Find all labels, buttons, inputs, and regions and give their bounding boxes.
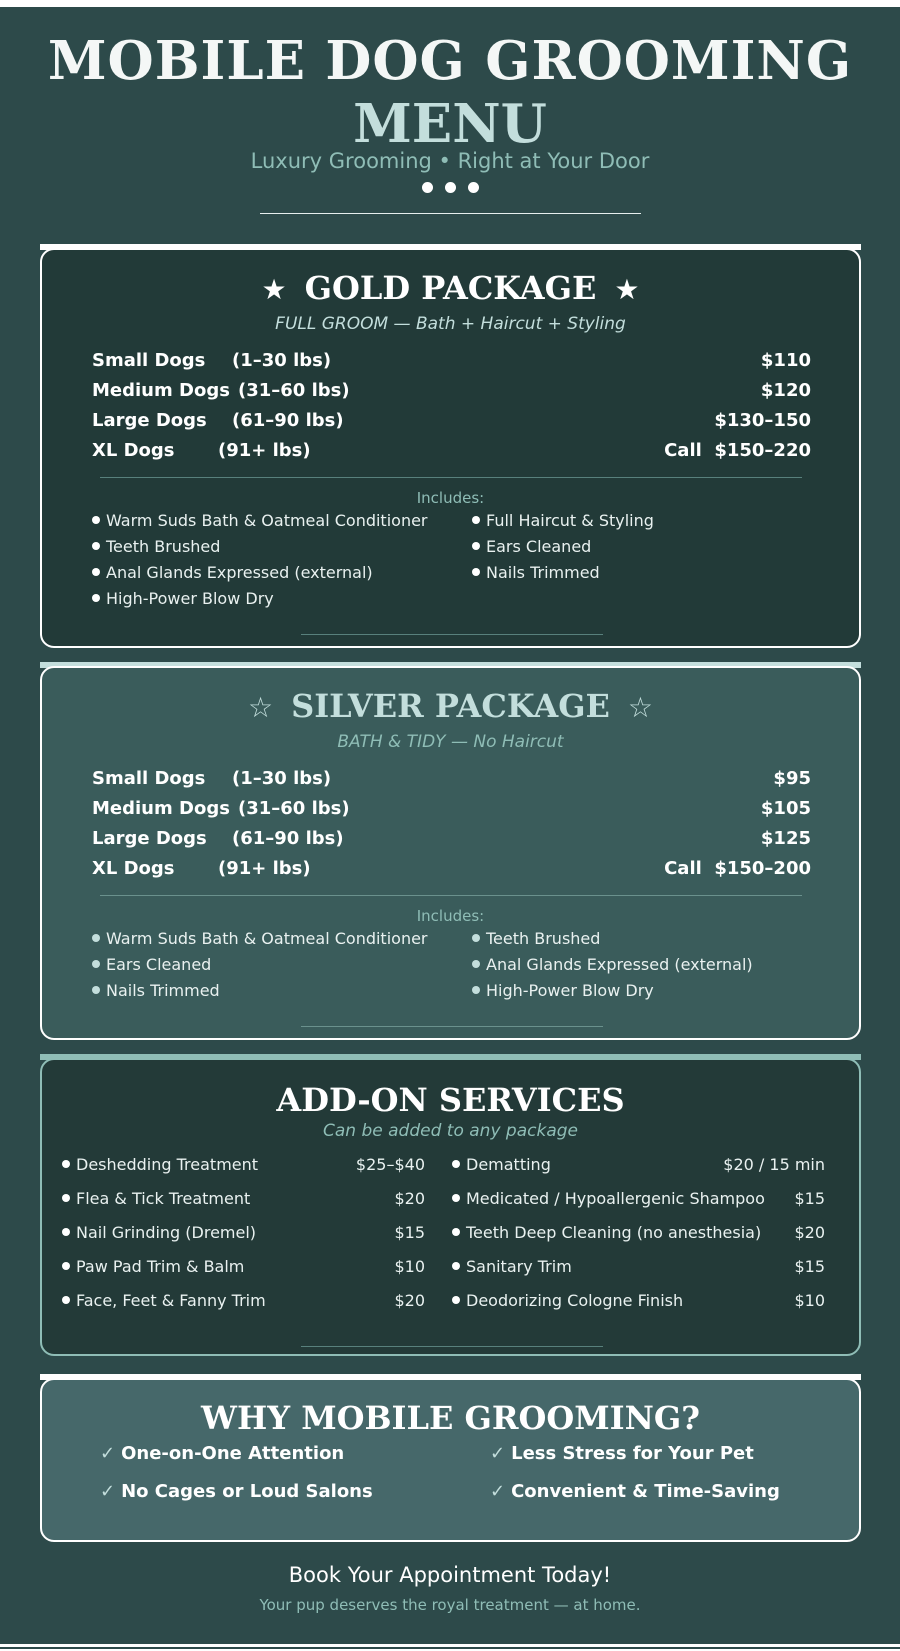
bullet-icon [62, 1296, 70, 1304]
page-title-menu: MENU [353, 93, 547, 155]
addon-name: Flea & Tick Treatment [76, 1189, 251, 1208]
dog-size: XL Dogs [92, 440, 175, 461]
addon-services-title: ADD-ON SERVICES [276, 1081, 625, 1119]
addon-item [62, 1256, 244, 1278]
benefit-text: Convenient & Time-Saving [511, 1481, 780, 1502]
include-text: Teeth Brushed [106, 537, 221, 556]
dog-size: Small Dogs [92, 768, 206, 789]
dog-size: Medium Dogs [92, 798, 230, 819]
silver-package-card [40, 666, 861, 1040]
price-row [92, 436, 811, 466]
price: Call $150–200 [664, 858, 811, 879]
silver-price-table [92, 764, 811, 884]
list-item [472, 980, 654, 1002]
include-text: Anal Glands Expressed (external) [106, 563, 373, 582]
gold-package-subtitle: FULL GROOM — Bath + Haircut + Styling [275, 314, 626, 334]
header-divider [260, 213, 641, 214]
dog-size: Large Dogs [92, 828, 207, 849]
price: $125 [760, 828, 811, 849]
addon-price: $20 [794, 1223, 825, 1242]
list-item [472, 954, 753, 976]
bottom-border [0, 1647, 900, 1649]
benefit-item [100, 1480, 373, 1504]
addon-item [62, 1290, 266, 1312]
addon-item [452, 1256, 572, 1278]
check-icon: ✓ [490, 1443, 506, 1464]
silver-package-title [42, 686, 859, 728]
includes-label: Includes: [416, 907, 485, 925]
bullet-icon [92, 986, 100, 994]
addon-name: Medicated / Hypoallergenic Shampoo [466, 1189, 765, 1208]
addon-price: $20 / 15 min [723, 1155, 825, 1174]
bullet-icon [472, 516, 480, 524]
addon-price: $10 [794, 1291, 825, 1310]
price-row [92, 406, 811, 436]
gold-package-title [42, 268, 859, 310]
star-outline-icon: ☆ [627, 691, 654, 724]
benefit-item [490, 1480, 780, 1504]
weight-range: (31–60 lbs) [238, 798, 350, 819]
check-icon: ✓ [100, 1443, 116, 1464]
book-appointment-cta: Book Your Appointment Today! [288, 1563, 612, 1587]
bullet-icon [62, 1194, 70, 1202]
addon-name: Face, Feet & Fanny Trim [76, 1291, 266, 1310]
addon-item [452, 1154, 551, 1176]
silver-title-text: SILVER PACKAGE [291, 687, 610, 725]
star-icon: ★ [261, 273, 287, 306]
list-item [92, 510, 428, 532]
list-item [92, 954, 211, 976]
price: Call $150–220 [664, 440, 811, 461]
include-text: Nails Trimmed [106, 981, 220, 1000]
dog-size: Large Dogs [92, 410, 207, 431]
benefit-text: One-on-One Attention [121, 1443, 345, 1464]
addon-item [62, 1154, 258, 1176]
bullet-icon [452, 1194, 460, 1202]
addon-name: Deshedding Treatment [76, 1155, 259, 1174]
bullet-icon [452, 1228, 460, 1236]
list-item [92, 562, 373, 584]
bullet-icon [472, 960, 480, 968]
include-text: Warm Suds Bath & Oatmeal Conditioner [106, 511, 428, 530]
footer-tagline: Your pup deserves the royal treatment — at home. [259, 1596, 641, 1614]
benefit-item [490, 1442, 754, 1466]
price-row [92, 764, 811, 794]
list-item [472, 510, 654, 532]
why-mobile-card [40, 1378, 861, 1542]
tagline: Luxury Grooming • Right at Your Door [250, 149, 650, 173]
bullet-icon [62, 1160, 70, 1168]
list-item [92, 588, 274, 610]
card-footer-line [301, 634, 603, 635]
bullet-icon [92, 594, 100, 602]
benefit-text: No Cages or Loud Salons [121, 1481, 373, 1502]
addon-name: Dematting [466, 1155, 551, 1174]
price: $105 [760, 798, 811, 819]
benefit-item [100, 1442, 344, 1466]
addon-services-subtitle: Can be added to any package [323, 1121, 578, 1141]
addon-price: $10 [394, 1257, 425, 1276]
bullet-icon [452, 1296, 460, 1304]
addon-name: Nail Grinding (Dremel) [76, 1223, 257, 1242]
bullet-icon [62, 1262, 70, 1270]
bullet-icon [92, 568, 100, 576]
dog-size: XL Dogs [92, 858, 175, 879]
addon-item [452, 1222, 761, 1244]
check-icon: ✓ [490, 1481, 506, 1502]
star-icon: ★ [614, 273, 640, 306]
include-text: Ears Cleaned [106, 955, 212, 974]
bullet-icon [472, 568, 480, 576]
bullet-icon [452, 1160, 460, 1168]
price: $120 [760, 380, 811, 401]
list-item [92, 536, 220, 558]
gold-title-text: GOLD PACKAGE [304, 269, 597, 307]
bullet-icon [92, 934, 100, 942]
list-item [92, 928, 428, 950]
page-title: MOBILE DOG GROOMING [47, 30, 853, 92]
weight-range: (61–90 lbs) [232, 828, 344, 849]
include-text: Nails Trimmed [486, 563, 600, 582]
addon-price: $25–$40 [355, 1155, 425, 1174]
include-text: Anal Glands Expressed (external) [486, 955, 753, 974]
price-row [92, 824, 811, 854]
why-mobile-title: WHY MOBILE GROOMING? [201, 1399, 700, 1437]
weight-range: (61–90 lbs) [232, 410, 344, 431]
include-text: High-Power Blow Dry [106, 589, 274, 608]
include-text: High-Power Blow Dry [486, 981, 654, 1000]
include-text: Teeth Brushed [486, 929, 601, 948]
gold-package-card [40, 248, 861, 648]
card-footer-line [301, 1346, 603, 1347]
bullet-icon [472, 542, 480, 550]
price: $95 [773, 768, 811, 789]
addon-item [62, 1188, 250, 1210]
dot-icon [445, 182, 456, 193]
weight-range: (1–30 lbs) [232, 350, 332, 371]
addon-name: Paw Pad Trim & Balm [76, 1257, 245, 1276]
card-footer-line [301, 1026, 603, 1027]
weight-range: (1–30 lbs) [232, 768, 332, 789]
addon-services-card [40, 1058, 861, 1356]
gold-price-table [92, 346, 811, 466]
list-item [472, 536, 591, 558]
list-item [92, 980, 220, 1002]
dot-icon [422, 182, 433, 193]
price: $110 [760, 350, 811, 371]
decorative-dots [0, 182, 900, 193]
bullet-icon [92, 960, 100, 968]
dot-icon [468, 182, 479, 193]
benefit-text: Less Stress for Your Pet [511, 1443, 754, 1464]
price-row [92, 376, 811, 406]
bullet-icon [62, 1228, 70, 1236]
addon-item [62, 1222, 256, 1244]
bullet-icon [92, 542, 100, 550]
star-outline-icon: ☆ [247, 691, 274, 724]
dog-size: Small Dogs [92, 350, 206, 371]
addon-price: $15 [794, 1189, 825, 1208]
section-divider [100, 895, 802, 896]
weight-range: (31–60 lbs) [238, 380, 350, 401]
bullet-icon [472, 986, 480, 994]
addon-item [452, 1188, 765, 1210]
list-item [472, 562, 600, 584]
addon-price: $15 [794, 1257, 825, 1276]
addon-price: $20 [394, 1189, 425, 1208]
include-text: Full Haircut & Styling [486, 511, 654, 530]
check-icon: ✓ [100, 1481, 116, 1502]
weight-range: (91+ lbs) [218, 440, 311, 461]
bullet-icon [472, 934, 480, 942]
bullet-icon [452, 1262, 460, 1270]
addon-price: $15 [394, 1223, 425, 1242]
addon-name: Teeth Deep Cleaning (no anesthesia) [466, 1223, 762, 1242]
include-text: Warm Suds Bath & Oatmeal Conditioner [106, 929, 428, 948]
price-row [92, 346, 811, 376]
addon-name: Sanitary Trim [466, 1257, 572, 1276]
bullet-icon [92, 516, 100, 524]
silver-package-subtitle: BATH & TIDY — No Haircut [337, 732, 564, 752]
includes-label: Includes: [416, 489, 485, 507]
addon-price: $20 [394, 1291, 425, 1310]
addon-item [452, 1290, 683, 1312]
include-text: Ears Cleaned [486, 537, 592, 556]
weight-range: (91+ lbs) [218, 858, 311, 879]
list-item [472, 928, 600, 950]
price-row [92, 854, 811, 884]
section-divider [100, 477, 802, 478]
price: $130–150 [714, 410, 811, 431]
addon-name: Deodorizing Cologne Finish [466, 1291, 684, 1310]
dog-size: Medium Dogs [92, 380, 230, 401]
price-row [92, 794, 811, 824]
